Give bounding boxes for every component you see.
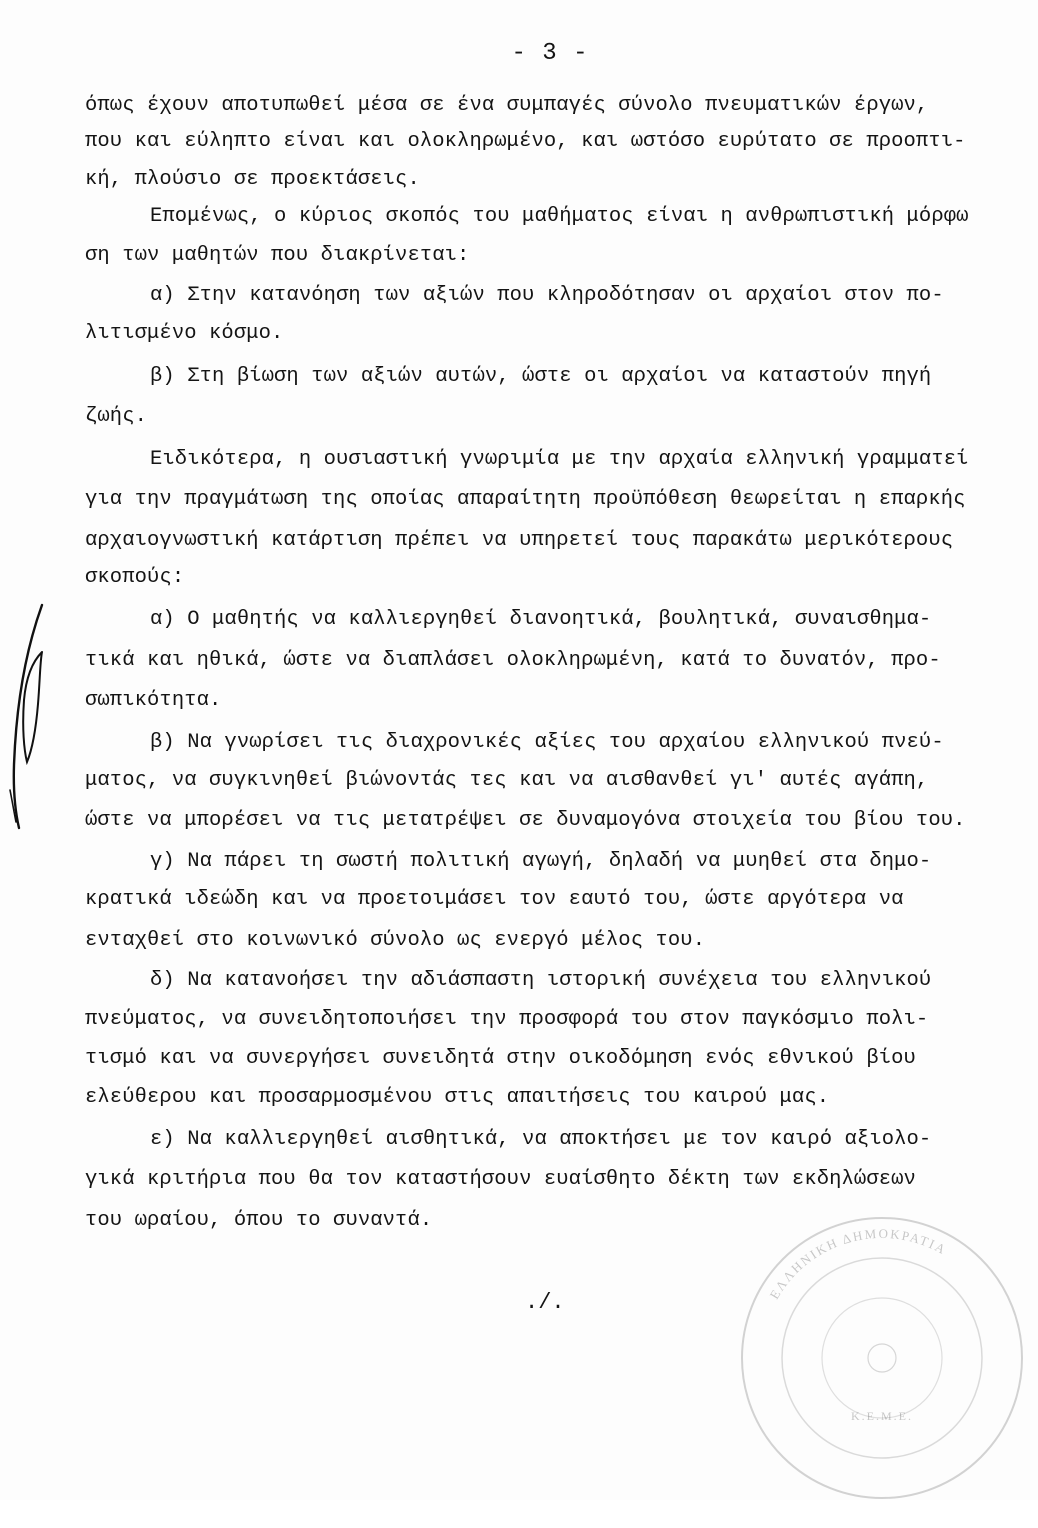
official-seal-stamp [712, 1188, 1038, 1528]
text-line: ματος, να συγκινηθεί βιώνοντάς τες και να αισθανθεί γι' αυτές αγάπη, [85, 769, 929, 792]
text-line: δ) Να κατανοήσει την αδιάσπαστη ιστορική συνέχεια του ελληνικού [150, 969, 932, 992]
text-line: του ωραίου, όπου το συναντά. [85, 1209, 433, 1232]
text-line: τισμό και να συνεργήσει συνειδητά στην οικοδόμηση ενός εθνικού βίου [85, 1047, 916, 1070]
text-line: ελεύθερου και προσαρμοσμένου στις απαιτήσεις του καιρού μας. [85, 1086, 830, 1109]
text-line: σκοπούς: [85, 566, 185, 589]
text-line: λιτισμένο κόσμο. [85, 322, 284, 345]
text-line: πνεύματος, να συνειδητοποιήσει την προσφορά του στον παγκόσμιο πολι- [85, 1008, 929, 1031]
svg-text:ΕΛΛΗΝΙΚΗ ΔΗΜΟΚΡΑΤΙΑ [766, 1226, 949, 1302]
page-number: - 3 - [511, 40, 589, 67]
text-line: σωπικότητα. [85, 689, 222, 712]
text-line: ε) Να καλλιεργηθεί αισθητικά, να αποκτήσει με τον καιρό αξιολο- [150, 1128, 932, 1151]
stamp-inner-text: Κ.Ε.Μ.Ε. [851, 1409, 913, 1423]
text-line: αρχαιογνωστική κατάρτιση πρέπει να υπηρετεί τους παρακάτω μερικότερους [85, 529, 954, 552]
text-line: α) Στην κατανόηση των αξιών που κληροδότησαν οι αρχαίοι στον πο- [150, 284, 944, 307]
text-line: για την πραγμάτωση της οποίας απαραίτητη προϋπόθεση θεωρείται η επαρκής [85, 488, 966, 511]
text-line: ώστε να μπορέσει να τις μετατρέψει σε δυναμογόνα στοιχεία του βίου του. [85, 809, 966, 832]
text-line: γικά κριτήρια που θα τον καταστήσουν ευαίσθητο δέκτη των εκδηλώσεων [85, 1168, 916, 1191]
text-line: β) Να γνωρίσει τις διαχρονικές αξίες του αρχαίου ελληνικού πνεύ- [150, 731, 944, 754]
text-line: που και εύληπτο είναι και ολοκληρωμένο, και ωστόσο ευρύτατο σε προοπτι- [85, 130, 966, 153]
text-line: ενταχθεί στο κοινωνικό σύνολο ως ενεργό μέλος του. [85, 929, 706, 952]
text-line: κρατικά ιδεώδη και να προετοιμάσει τον εαυτό του, ώστε αργότερα να [85, 888, 904, 911]
text-line: κή, πλούσιο σε προεκτάσεις. [85, 168, 420, 191]
stamp-outer-text: ΕΛΛΗΝΙΚΗ ΔΗΜΟΚΡΑΤΙΑ [766, 1225, 950, 1302]
text-line: Ειδικότερα, η ουσιαστική γνωριμία με την αρχαία ελληνική γραμματεί [150, 448, 969, 471]
text-line: όπως έχουν αποτυπωθεί μέσα σε ένα συμπαγές σύνολο πνευματικών έργων, [85, 94, 929, 117]
text-line: α) Ο μαθητής να καλλιεργηθεί διανοητικά, βουλητικά, συναισθημα- [150, 608, 932, 631]
text-line: β) Στη βίωση των αξιών αυτών, ώστε οι αρχαίοι να καταστούν πηγή [150, 365, 932, 388]
handwritten-margin-mark [2, 600, 62, 840]
text-line: Επομένως, ο κύριος σκοπός του μαθήματος είναι η ανθρωπιστική μόρφω [150, 205, 969, 228]
text-line: γ) Να πάρει τη σωστή πολιτική αγωγή, δηλαδή να μυηθεί στα δημο- [150, 850, 932, 873]
end-mark: ./. [525, 1290, 565, 1315]
text-line: ζωής. [85, 405, 148, 428]
text-line: ση των μαθητών που διακρίνεται: [85, 244, 470, 267]
text-line: τικά και ηθικά, ώστε να διαπλάσει ολοκληρωμένη, κατά το δυνατόν, προ- [85, 649, 941, 672]
